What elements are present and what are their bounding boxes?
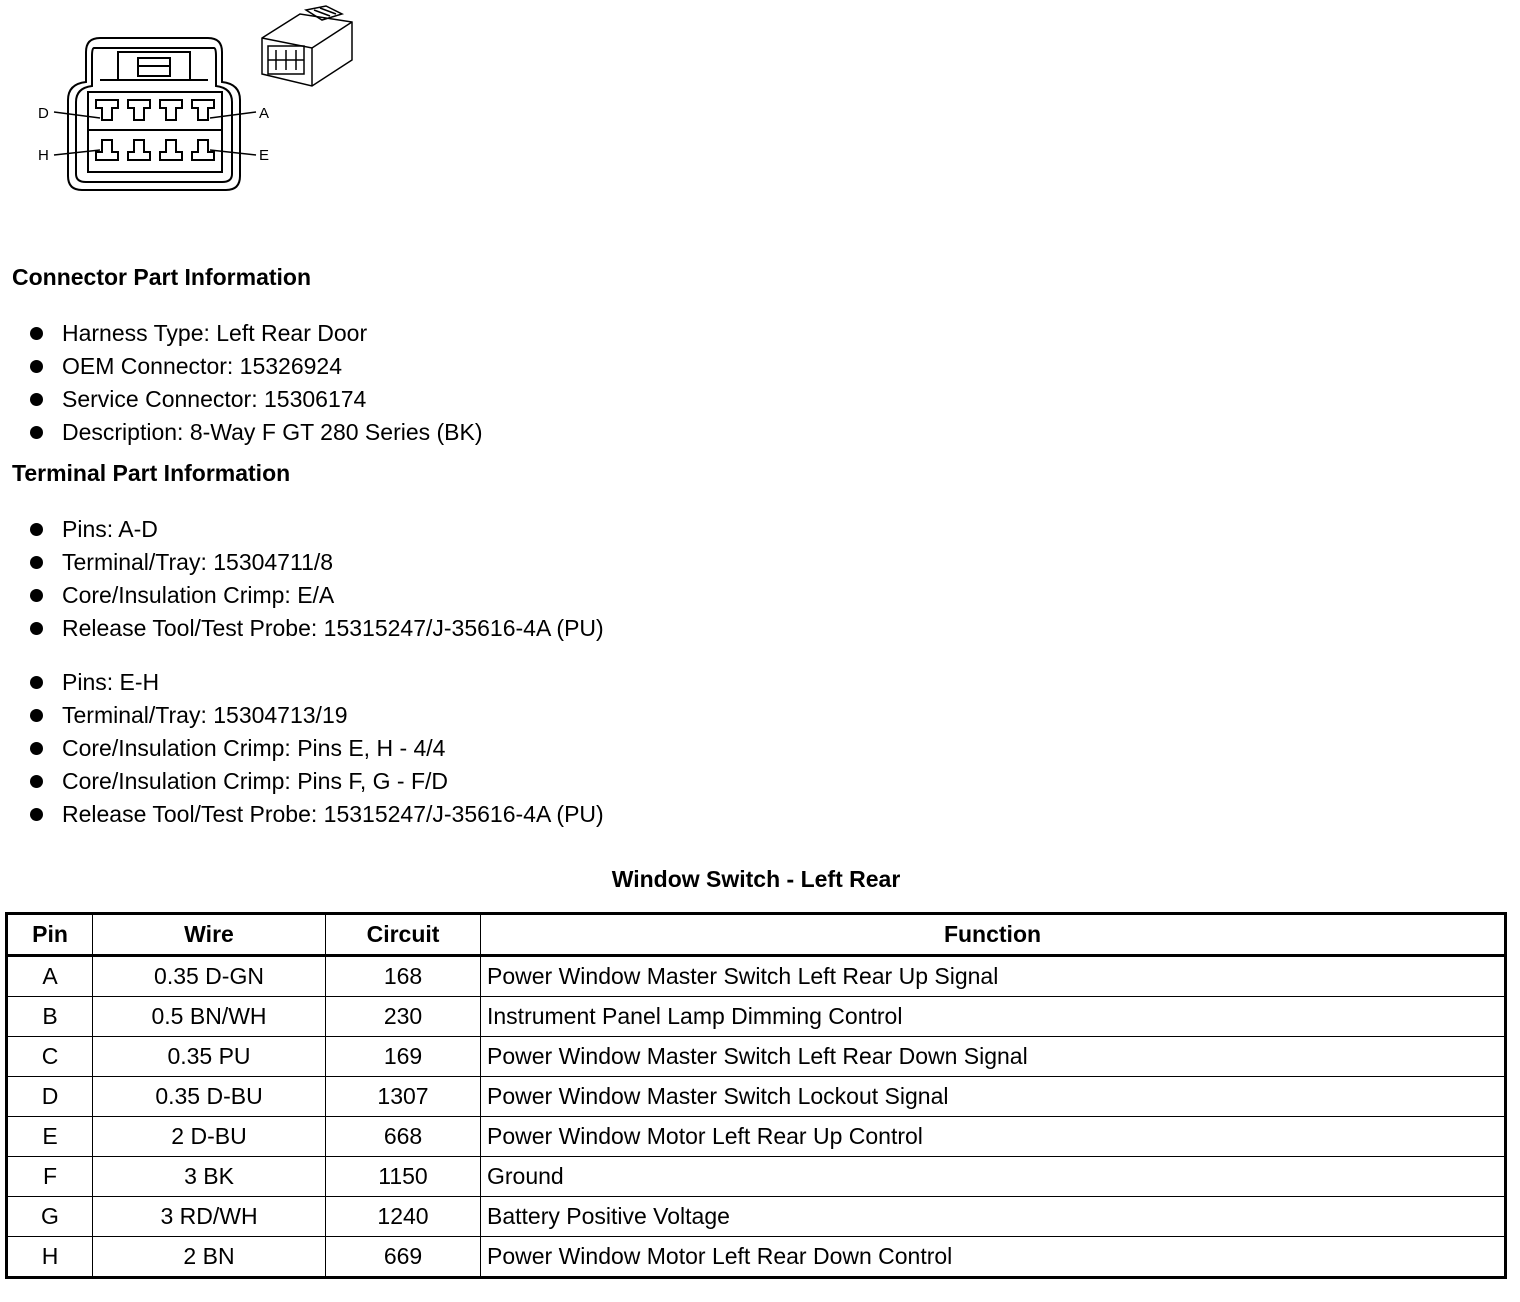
- cell-pin: A: [7, 956, 93, 997]
- cell-circuit: 168: [326, 956, 481, 997]
- table-header-row: [7, 914, 1506, 956]
- cell-wire: 0.5 BN/WH: [93, 997, 326, 1037]
- cell-wire: 2 BN: [93, 1237, 326, 1278]
- pin-c: [128, 100, 150, 120]
- list-item: Terminal/Tray: 15304711/8: [28, 546, 604, 579]
- pin-d: [96, 100, 118, 120]
- cell-function: Power Window Master Switch Lockout Signal: [481, 1077, 1506, 1117]
- pin-a: [192, 100, 214, 120]
- cell-wire: 0.35 D-BU: [93, 1077, 326, 1117]
- bullet-icon: [30, 360, 43, 373]
- bullet-icon: [30, 556, 43, 569]
- cell-function: Power Window Motor Left Rear Up Control: [481, 1117, 1506, 1157]
- table-row: [7, 997, 1506, 1037]
- table-row: [7, 1197, 1506, 1237]
- cell-pin: G: [7, 1197, 93, 1237]
- connector-info-list: [28, 317, 483, 449]
- bullet-icon: [30, 622, 43, 635]
- cell-wire: 3 RD/WH: [93, 1197, 326, 1237]
- list-item: Harness Type: Left Rear Door: [28, 317, 483, 350]
- cell-pin: E: [7, 1117, 93, 1157]
- list-item: Core/Insulation Crimp: E/A: [28, 579, 604, 612]
- bullet-icon: [30, 676, 43, 689]
- connector-info-heading: Connector Part Information: [12, 264, 312, 290]
- terminal-info-group-1: [28, 513, 604, 645]
- top-row-pins: [96, 100, 214, 120]
- bullet-icon: [30, 426, 43, 439]
- bullet-icon: [30, 808, 43, 821]
- list-item: Pins: A-D: [28, 513, 604, 546]
- list-item: OEM Connector: 15326924: [28, 350, 483, 383]
- bullet-icon: [30, 742, 43, 755]
- pin-label-e: E: [259, 147, 270, 164]
- list-item: Core/Insulation Crimp: Pins E, H - 4/4: [28, 732, 604, 765]
- cell-function: Instrument Panel Lamp Dimming Control: [481, 997, 1506, 1037]
- table-row: [7, 1157, 1506, 1197]
- pinout-table: [5, 912, 1507, 1279]
- pin-b: [160, 100, 182, 120]
- cell-circuit: 1240: [326, 1197, 481, 1237]
- connector-face-diagram: [0, 0, 380, 210]
- cell-function: Ground: [481, 1157, 1506, 1197]
- list-item: Release Tool/Test Probe: 15315247/J-35616-4A (PU): [28, 612, 604, 645]
- connector-3d-illustration: [262, 6, 352, 86]
- cell-pin: D: [7, 1077, 93, 1117]
- table-title: Window Switch - Left Rear: [611, 866, 901, 892]
- cell-function: Power Window Motor Left Rear Down Control: [481, 1237, 1506, 1278]
- terminal-info-group-2: [28, 666, 604, 831]
- table-row: [7, 956, 1506, 997]
- header-circuit: Circuit: [326, 914, 481, 956]
- list-item: Pins: E-H: [28, 666, 604, 699]
- pin-f: [160, 140, 182, 160]
- cell-circuit: 1150: [326, 1157, 481, 1197]
- list-item: Terminal/Tray: 15304713/19: [28, 699, 604, 732]
- cell-circuit: 1307: [326, 1077, 481, 1117]
- bullet-icon: [30, 589, 43, 602]
- list-item: Description: 8-Way F GT 280 Series (BK): [28, 416, 483, 449]
- cell-pin: B: [7, 997, 93, 1037]
- cell-wire: 3 BK: [93, 1157, 326, 1197]
- list-item: Release Tool/Test Probe: 15315247/J-35616-4A (PU): [28, 798, 604, 831]
- bullet-icon: [30, 327, 43, 340]
- cell-circuit: 230: [326, 997, 481, 1037]
- cell-function: Power Window Master Switch Left Rear Down Signal: [481, 1037, 1506, 1077]
- bullet-icon: [30, 393, 43, 406]
- table-row: [7, 1117, 1506, 1157]
- header-pin: Pin: [7, 914, 93, 956]
- pin-label-a: A: [259, 105, 270, 122]
- cell-pin: H: [7, 1237, 93, 1278]
- cell-circuit: 669: [326, 1237, 481, 1278]
- cell-wire: 0.35 D-GN: [93, 956, 326, 997]
- table-row: [7, 1077, 1506, 1117]
- header-function: Function: [481, 914, 1506, 956]
- pin-g: [128, 140, 150, 160]
- list-item: Service Connector: 15306174: [28, 383, 483, 416]
- cell-wire: 0.35 PU: [93, 1037, 326, 1077]
- connector-housing: [68, 38, 240, 190]
- terminal-info-heading: Terminal Part Information: [12, 460, 291, 486]
- table-row: [7, 1037, 1506, 1077]
- pin-label-h: H: [38, 147, 49, 164]
- cell-pin: F: [7, 1157, 93, 1197]
- cell-function: Battery Positive Voltage: [481, 1197, 1506, 1237]
- cell-circuit: 169: [326, 1037, 481, 1077]
- bullet-icon: [30, 523, 43, 536]
- bullet-icon: [30, 775, 43, 788]
- bullet-icon: [30, 709, 43, 722]
- header-wire: Wire: [93, 914, 326, 956]
- bottom-row-pins: [96, 140, 214, 160]
- list-item: Core/Insulation Crimp: Pins F, G - F/D: [28, 765, 604, 798]
- cell-function: Power Window Master Switch Left Rear Up Signal: [481, 956, 1506, 997]
- table-row: [7, 1237, 1506, 1278]
- cell-pin: C: [7, 1037, 93, 1077]
- cell-wire: 2 D-BU: [93, 1117, 326, 1157]
- pin-label-d: D: [38, 105, 49, 122]
- cell-circuit: 668: [326, 1117, 481, 1157]
